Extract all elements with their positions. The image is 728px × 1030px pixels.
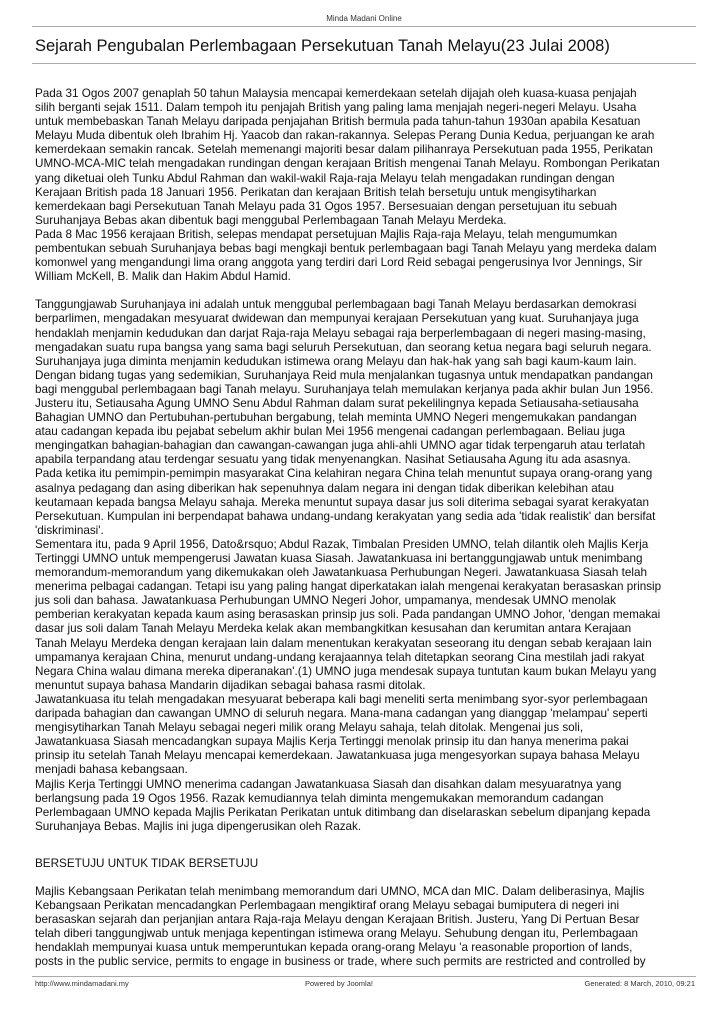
- title-divider: [32, 63, 696, 64]
- text-line: Tertinggi UMNO untuk mempengerusi Jawatan kuasa Siasah. Jawatankuasa ini bertanggungjawab untuk menimbang: [35, 552, 643, 565]
- text-line: daripada bahagian dan cawangan UMNO di seluruh negara. Mana-mana cadangan yang dianggap 'melampau' seperti: [35, 707, 648, 721]
- footer-divider: [32, 976, 696, 977]
- text-line: apabila terpandang atau terdengar sesuatu yang tidak menyenangkan. Nasihat Setiausaha Agung itu ada asasnya.: [35, 453, 631, 467]
- text-line: Suruhanjaya juga diminta menjamin kedudukan istimewa orang Melayu dan hak-hak yang sah bagi kaum-kaum lain.: [35, 354, 637, 368]
- text-line: Majlis Kebangsaan Perikatan telah menimbang memorandum dari UMNO, MCA dan MIC. Dalam deliberasinya, Majlis: [35, 884, 645, 898]
- text-line: Justeru itu, Setiausaha Agung UMNO Senu Abdul Rahman dalam surat pekelilingnya kepada Setiausaha-setiausaha: [35, 396, 639, 410]
- text-line: umpamanya kerajaan China, menurut undang-undang kerajaannya telah ditetapkan seorang Cina mestilah jadi rakyat: [35, 650, 645, 664]
- paragraph-spacer: [35, 284, 697, 298]
- text-line: Melayu Muda dibentuk oleh Ibrahim Hj. Yaacob dan rakan-rakannya. Selepas Perang Dunia Kedua, perjuangan ke arah: [35, 129, 655, 143]
- text-line: bagi menggubal perlembagaan bagi Tanah melayu. Suruhanjaya telah memulakan kerjanya pada akhir bulan Jun 1956.: [35, 382, 654, 396]
- header-divider: [32, 26, 696, 27]
- paragraph-spacer: [35, 871, 697, 885]
- text-line: menuntut supaya bahasa Mandarin dijadikan sebagai bahasa rasmi ditolak.: [35, 678, 426, 692]
- text-line: hendaklah menjamin kedudukan dan darjat Raja-raja Melayu sebagai raja berperlembagaan di negeri masing-masing,: [35, 326, 646, 340]
- text-line: untuk membebaskan Tanah Melayu daripada penjajahan British bermula pada tahun-tahun 1930an apabila Kesatuan: [35, 115, 641, 129]
- text-line: Pada 31 Ogos 2007 genaplah 50 tahun Malaysia mencapai kemerdekaan setelah dijajah oleh kuasa-kuasa penjajah: [35, 87, 637, 100]
- text-line: William McKell, B. Malik dan Hakim Abdul Hamid.: [35, 270, 291, 284]
- text-line: Negara China walau dimana mereka diperanakan'.(1) UMNO juga mendesak supaya tuntutan kaum bukan Melayu yang: [35, 664, 657, 678]
- text-line: kemerdekaan bagi Persekutuan Tanah Melayu pada 31 Ogos 1957. Bersesuaian dengan persetujuan itu sebuah: [35, 199, 617, 213]
- footer-generated-date: Generated: 8 March, 2010, 09:21: [584, 979, 695, 988]
- text-line: 'diskriminasi'.: [35, 523, 104, 537]
- text-line: mengisytiharkan Tanah Melayu sebagai negeri milik orang Melayu sahaja, telah ditolak. Mengenai jus soli,: [35, 721, 584, 735]
- text-line: Pada 8 Mac 1956 kerajaan British, selepas mendapat persetujuan Majlis Raja-raja Melayu, telah mengumumkan: [35, 227, 618, 241]
- text-line: kemerdekaan semakin rancak. Setelah memenangi majoriti besar dalam pilihanraya Persekutuan pada 1955, Perikatan: [35, 143, 653, 157]
- text-line: pembentukan sebuah Suruhanjaya bebas bagi mengkaji bentuk perlembagaan bagi Tanah Melayu yang merdeka dalam: [35, 242, 657, 256]
- text-line: asalnya pedagang dan asing diberikan hak sepenuhnya dalam negara ini dengan tidak diberikan kelebihan atau: [35, 481, 614, 495]
- text-line: menerima pelbagai cadangan. Tetapi isu yang paling hangat diperkatakan ialah mengenai kerakyatan berasaskan prinsip: [35, 580, 662, 594]
- site-header: Minda Madani Online: [326, 14, 402, 23]
- text-line: berasaskan sejarah dan perjanjian antara Raja-raja Melayu dengan Kerajaan British. Justeru, Yang Di Pertuan Besar: [35, 913, 640, 927]
- text-line: mengadakan suatu rupa bangsa yang sama bagi seluruh Persekutuan, dan seorang ketua negara bagi seluruh negara.: [35, 340, 652, 354]
- text-line: Kebangsaan Perikatan mencadangkan Perlembagaan mengiktiraf orang Melayu sebagai bumiputera di negeri ini: [35, 899, 620, 913]
- article-body: [35, 87, 697, 970]
- text-line: Majlis Kerja Tertinggi UMNO menerima cadangan Jawatankuasa Siasah dan disahkan dalam mesyuaratnya yang: [35, 777, 622, 791]
- text-line: komonwel yang mengandungi lima orang anggota yang terdiri dari Lord Reid sebagai pengerusinya Ivor Jennings, Sir: [35, 256, 643, 270]
- text-line: UMNO-MCA-MIC telah mengadakan rundingan dengan kerajaan British mengenai Tanah Melayu. Rombongan Perikatan: [35, 157, 660, 171]
- text-line: Persekutuan. Kumpulan ini berpendapat bahawa undang-undang kerakyatan yang sedia ada 'tidak realistik' dan bersifat: [35, 509, 656, 523]
- footer-powered-by: Powered by Joomla!: [305, 979, 373, 988]
- text-line: Jawatankuasa Siasah mencadangkan supaya Majlis Kerja Tertinggi menolak prinsip itu dan hanya menerima pakai: [35, 735, 629, 749]
- text-line: Tanah Melayu Merdeka dengan kerajaan lain dalam menentukan kerakyatan seseorang itu dengan sebab kerajaan lain: [35, 636, 652, 650]
- text-line: dasar jus soli dalam Tanah Melayu Merdeka kelak akan membangkitkan kesusahan dan kerumitan antara Kerajaan: [35, 622, 632, 636]
- text-line: Suruhanjaya Bebas akan dibentuk bagi menggubal Perlembagaan Tanah Melayu Merdeka.: [35, 213, 507, 227]
- text-line: Bahagian UMNO dan Pertubuhan-pertubuhan bergabung, telah meminta UMNO Negeri mengemukakan pandangan: [35, 411, 637, 425]
- text-line: Kerajaan British pada 18 Januari 1956. Perikatan dan kerajaan British telah bersetuju untuk mengisytiharkan: [35, 185, 597, 199]
- text-line: posts in the public service, permits to engage in business or trade, where such permits are restricted and controlled by: [35, 955, 646, 969]
- text-line: Suruhanjaya Bebas. Majlis ini juga dipengerusikan oleh Razak.: [35, 819, 362, 833]
- text-line: Pada ketika itu pemimpin-pemimpin masyarakat Cina kelahiran negara China telah menuntut supaya orang-orang yang: [35, 467, 653, 481]
- text-line: Jawatankuasa itu telah mengadakan mesyuarat beberapa kali bagi meneliti serta menimbang syor-syor perlembagaan: [35, 692, 648, 706]
- text-line: Perlembagaan UMNO kepada Majlis Perikatan Perikatan untuk ditimbang dan diselaraskan sebelum dipanjang kepada: [35, 805, 651, 819]
- text-line: atau cadangan kepada ibu pejabat sebelum akhir bulan Mei 1956 mengenai cadangan perlembagaan. Beliau juga: [35, 425, 626, 439]
- section-heading: BERSETUJU UNTUK TIDAK BERSETUJU: [35, 856, 259, 870]
- footer-url-link[interactable]: http://www.mindamadani.my: [35, 979, 129, 988]
- text-line: Tanggungjawab Suruhanjaya ini adalah untuk menggubal perlembagaan bagi Tanah Melayu berdasarkan demokrasi: [35, 298, 637, 312]
- paragraph-1: [35, 87, 697, 284]
- text-line: silih berganti sejak 1511. Dalam tempoh itu penjajah British yang paling lama menjajah negeri-negeri Melayu. Usaha: [35, 101, 637, 115]
- text-line: jus soli dan bahasa. Jawatankuasa Perhubungan UMNO Negeri Johor, umpamanya, mendesak UMNO menolak: [35, 594, 616, 608]
- article-title: Sejarah Pengubalan Perlembagaan Persekutuan Tanah Melayu(23 Julai 2008): [35, 37, 610, 55]
- text-line: pemberian kerakyatan kepada kaum asing berasaskan prinsip jus soli. Pada pandangan UMNO Johor, 'dengan memakai: [35, 608, 661, 622]
- text-line: mengingatkan bahagian-bahagian dan cawangan-cawangan juga ahli-ahli UMNO agar tidak terpengaruh atau terlatah: [35, 439, 646, 453]
- text-line: memorandum-memorandum yang dikemukakan oleh Jawatankuasa Perhubungan Negeri. Jawatankuasa Siasah telah: [35, 566, 648, 580]
- text-line: prinsip itu setelah Tanah Melayu mencapai kemerdekaan. Jawatankuasa juga mengesyorkan supaya bahasa Melayu: [35, 749, 640, 763]
- text-line: yang diketuai oleh Tunku Abdul Rahman dan wakil-wakil Raja-raja Melayu telah mengadakan rundingan dengan: [35, 171, 615, 185]
- section-paragraph: [35, 885, 697, 970]
- text-line: Dengan bidang tugas yang sedemikian, Suruhanjaya Reid mula menjalankan tugasnya untuk mendapatkan pandangan: [35, 368, 653, 382]
- paragraph-2: [35, 298, 697, 834]
- text-line: berlangsung pada 19 Ogos 1956. Razak kemudiannya telah diminta mengemukakan memorandum cadangan: [35, 791, 604, 805]
- text-line: menjadi bahasa kebangsaan.: [35, 763, 188, 777]
- text-line: Sementara itu, pada 9 April 1956, Dato&rsquo; Abdul Razak, Timbalan Presiden UMNO, telah dilantik oleh Majlis Kerja: [35, 537, 649, 551]
- text-line: telah diberi tanggungjwab untuk menjaga kepentingan istimewa orang Melayu. Sehubung dengan itu, Perlembagaan: [35, 927, 638, 941]
- section-spacer: [35, 834, 697, 857]
- text-line: berparlimen, mengadakan mesyuarat dwidewan dan mempunyai kerajaan Persekutuan yang kuat. Suruhanjaya juga: [35, 312, 639, 326]
- text-line: hendaklah mempunyai kuasa untuk memperuntukan kepada orang-orang Melayu 'a reasonable proportion of lands,: [35, 941, 633, 955]
- text-line: keutamaan kepada bangsa Melayu sahaja. Mereka menuntut supaya dasar jus soli diterima sebagai syarat kerakyatan: [35, 495, 649, 509]
